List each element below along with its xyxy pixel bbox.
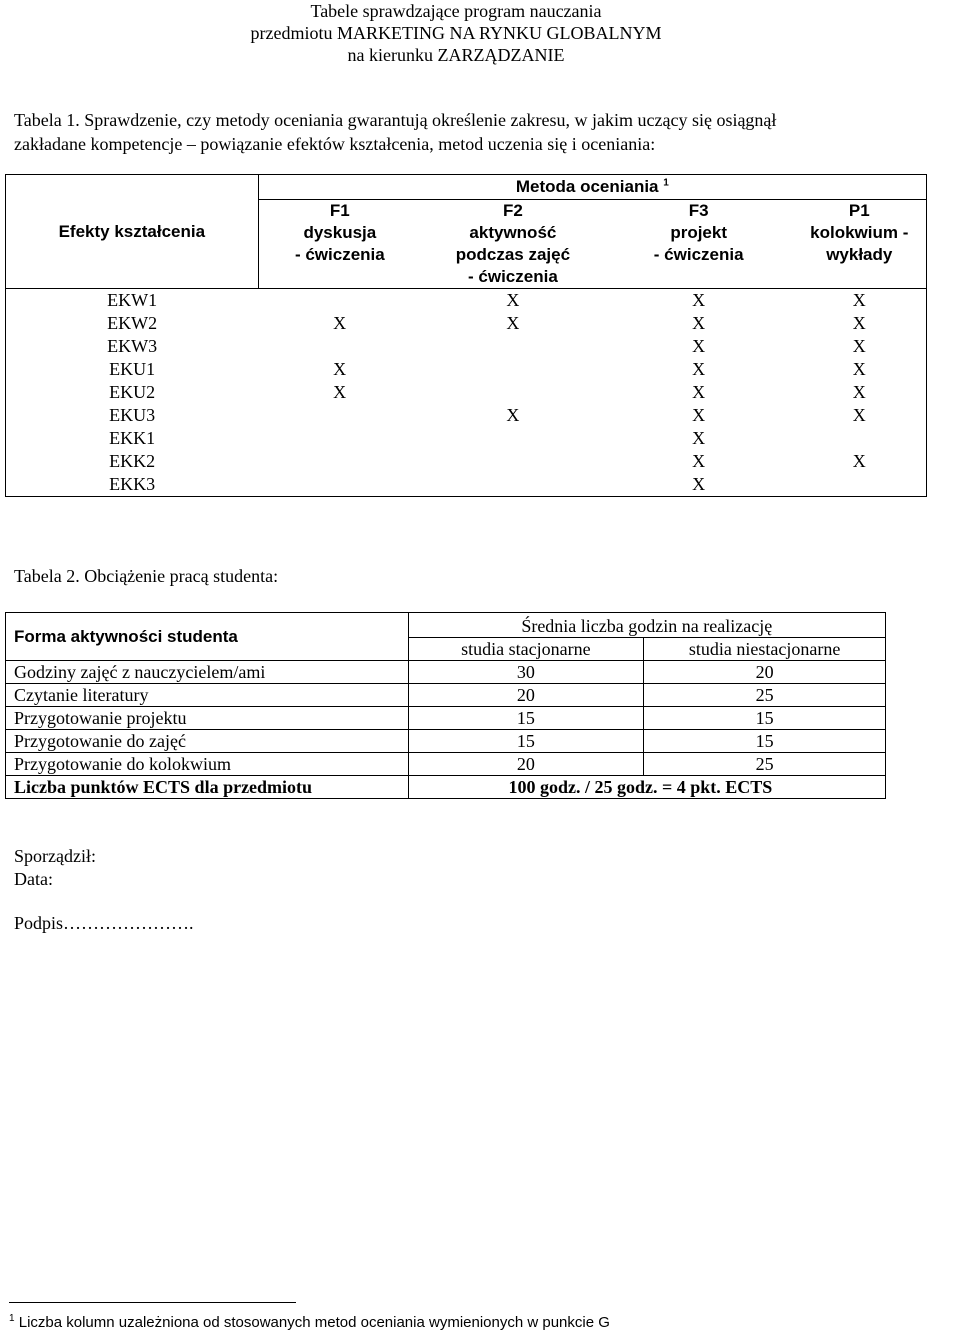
effect-label: EKK3 xyxy=(109,474,156,494)
hours-niestacjonarne: 15 xyxy=(644,730,886,753)
table1-caption-line-2: zakładane kompetencje – powiązanie efektów kształcenia, metod uczenia się i oceniania: xyxy=(14,134,656,154)
table-row xyxy=(6,404,927,427)
mark-cell: X xyxy=(692,405,706,425)
hours-stacjonarne: 15 xyxy=(408,730,644,753)
method-header-2 xyxy=(421,200,605,289)
method-header-line: F3 xyxy=(688,201,709,220)
mark-cell xyxy=(421,335,605,358)
mark-cell: X xyxy=(692,313,706,333)
mark-cell: X xyxy=(605,289,793,313)
mark-cell: X xyxy=(852,336,866,356)
mark-cell: X xyxy=(793,289,927,313)
mark-cell: X xyxy=(852,359,866,379)
footnote-mark: 1 xyxy=(9,1313,15,1324)
table-row xyxy=(6,312,927,335)
method-header-line: dyskusja xyxy=(303,223,377,242)
hours-niestacjonarne: 25 xyxy=(644,684,886,707)
method-header-1 xyxy=(258,200,421,289)
mark-cell: X xyxy=(692,359,706,379)
sporzadzil-label: Sporządził: xyxy=(14,846,96,866)
data-label: Data: xyxy=(14,869,53,889)
table2-body xyxy=(6,661,886,776)
footnote-text: Liczba kolumn uzależniona od stosowanych metod oceniania wymienionych w punkcie G xyxy=(18,1314,610,1331)
table1-caption-line-1: Tabela 1. Sprawdzenie, czy metody oceniania gwarantują określenie zakresu, w jakim uczący się osiągnął xyxy=(14,110,777,130)
activity-label: Przygotowanie do kolokwium xyxy=(6,753,409,776)
footnote-divider xyxy=(9,1302,296,1303)
hours-niestacjonarne: 20 xyxy=(644,661,886,684)
method-header-line: podczas zajęć xyxy=(455,245,571,264)
mark-cell: X xyxy=(852,405,866,425)
mark-cell: X xyxy=(333,359,347,379)
table-row xyxy=(6,730,886,753)
table-row xyxy=(6,753,886,776)
mark-cell xyxy=(421,473,605,497)
ects-label: Liczba punktów ECTS dla przedmiotu xyxy=(6,776,409,799)
mark-cell: X xyxy=(852,313,866,333)
activity-label: Czytanie literatury xyxy=(6,684,409,707)
mark-cell xyxy=(421,358,605,381)
header-line-2: przedmiotu MARKETING NA RYNKU GLOBALNYM xyxy=(250,23,662,43)
hours-stacjonarne: 20 xyxy=(408,684,644,707)
effect-label: EKW2 xyxy=(107,313,158,333)
method-header-line: F2 xyxy=(502,201,523,220)
method-header-3 xyxy=(605,200,793,289)
table2-caption: Tabela 2. Obciążenie pracą studenta: xyxy=(14,566,279,586)
table-row xyxy=(6,335,927,358)
table-row xyxy=(6,381,927,404)
metoda-header-text: Metoda oceniania xyxy=(515,177,659,196)
mark-cell xyxy=(258,404,421,427)
mark-cell xyxy=(258,450,421,473)
mark-cell xyxy=(258,289,421,313)
hours-stacjonarne: 30 xyxy=(408,661,644,684)
method-header-line: kolokwium - xyxy=(810,223,909,242)
method-header-line: - ćwiczenia xyxy=(294,245,385,264)
mark-cell xyxy=(421,450,605,473)
assessment-methods-table xyxy=(5,174,927,497)
table-row xyxy=(6,450,927,473)
forma-header: Forma aktywności studenta xyxy=(6,613,409,661)
activity-label: Przygotowanie projektu xyxy=(6,707,409,730)
mark-cell xyxy=(258,473,421,497)
mark-cell: X xyxy=(692,451,706,471)
hours-stacjonarne: 15 xyxy=(408,707,644,730)
document-header xyxy=(0,0,912,66)
mark-cell xyxy=(793,427,927,450)
method-header-4 xyxy=(793,200,927,289)
table-row xyxy=(6,289,927,313)
podpis-label: Podpis…………………. xyxy=(14,913,194,933)
header-line-1: Tabele sprawdzające program nauczania xyxy=(310,1,602,21)
table-row xyxy=(6,358,927,381)
mark-cell xyxy=(421,427,605,450)
table-row xyxy=(6,684,886,707)
hours-niestacjonarne: 15 xyxy=(644,707,886,730)
mark-cell: X xyxy=(692,474,706,494)
method-header-line: aktywność xyxy=(469,223,557,242)
activity-label: Przygotowanie do zajęć xyxy=(6,730,409,753)
mark-cell: X xyxy=(506,313,520,333)
effect-label: EKW1 xyxy=(6,289,259,313)
mark-cell xyxy=(793,473,927,497)
method-header-line: - ćwiczenia xyxy=(468,267,558,286)
metoda-header xyxy=(258,175,926,200)
table-row xyxy=(6,427,927,450)
method-header-line: projekt xyxy=(670,223,728,242)
col-niestacjonarne: studia niestacjonarne xyxy=(644,638,886,661)
method-header-line: F1 xyxy=(329,201,350,220)
efekty-header: Efekty kształcenia xyxy=(6,175,259,289)
mark-cell: X xyxy=(333,313,347,333)
effect-label: EKU2 xyxy=(109,382,156,402)
method-header-line: - ćwiczenia xyxy=(653,245,744,264)
mark-cell: X xyxy=(852,382,866,402)
mark-cell: X xyxy=(421,289,605,313)
effect-label: EKK1 xyxy=(109,428,156,448)
table-row xyxy=(6,473,927,497)
mark-cell xyxy=(258,427,421,450)
method-header-line: P1 xyxy=(848,201,870,220)
effect-label: EKK2 xyxy=(109,451,156,471)
mark-cell xyxy=(258,335,421,358)
hours-niestacjonarne: 25 xyxy=(644,753,886,776)
header-line-3: na kierunku ZARZĄDZANIE xyxy=(347,45,565,65)
activity-label: Godziny zajęć z nauczycielem/ami xyxy=(6,661,409,684)
method-header-line: wykłady xyxy=(826,245,893,264)
srednia-header: Średnia liczba godzin na realizację xyxy=(408,613,885,638)
effect-label: EKU3 xyxy=(109,405,156,425)
mark-cell: X xyxy=(852,451,866,471)
footnote xyxy=(9,1314,610,1331)
effect-label: EKU1 xyxy=(109,359,156,379)
hours-stacjonarne: 20 xyxy=(408,753,644,776)
table-row xyxy=(6,707,886,730)
mark-cell xyxy=(421,381,605,404)
mark-cell: X xyxy=(692,336,706,356)
footnote-ref: 1 xyxy=(663,177,669,189)
effect-label: EKW3 xyxy=(107,336,158,356)
mark-cell: X xyxy=(506,405,520,425)
mark-cell: X xyxy=(692,382,706,402)
workload-table xyxy=(5,612,886,799)
col-stacjonarne: studia stacjonarne xyxy=(408,638,644,661)
table-row xyxy=(6,661,886,684)
ects-value: 100 godz. / 25 godz. = 4 pkt. ECTS xyxy=(408,776,885,799)
mark-cell: X xyxy=(692,428,706,448)
table1-body xyxy=(6,289,927,497)
table1-caption xyxy=(14,108,914,156)
mark-cell: X xyxy=(333,382,347,402)
